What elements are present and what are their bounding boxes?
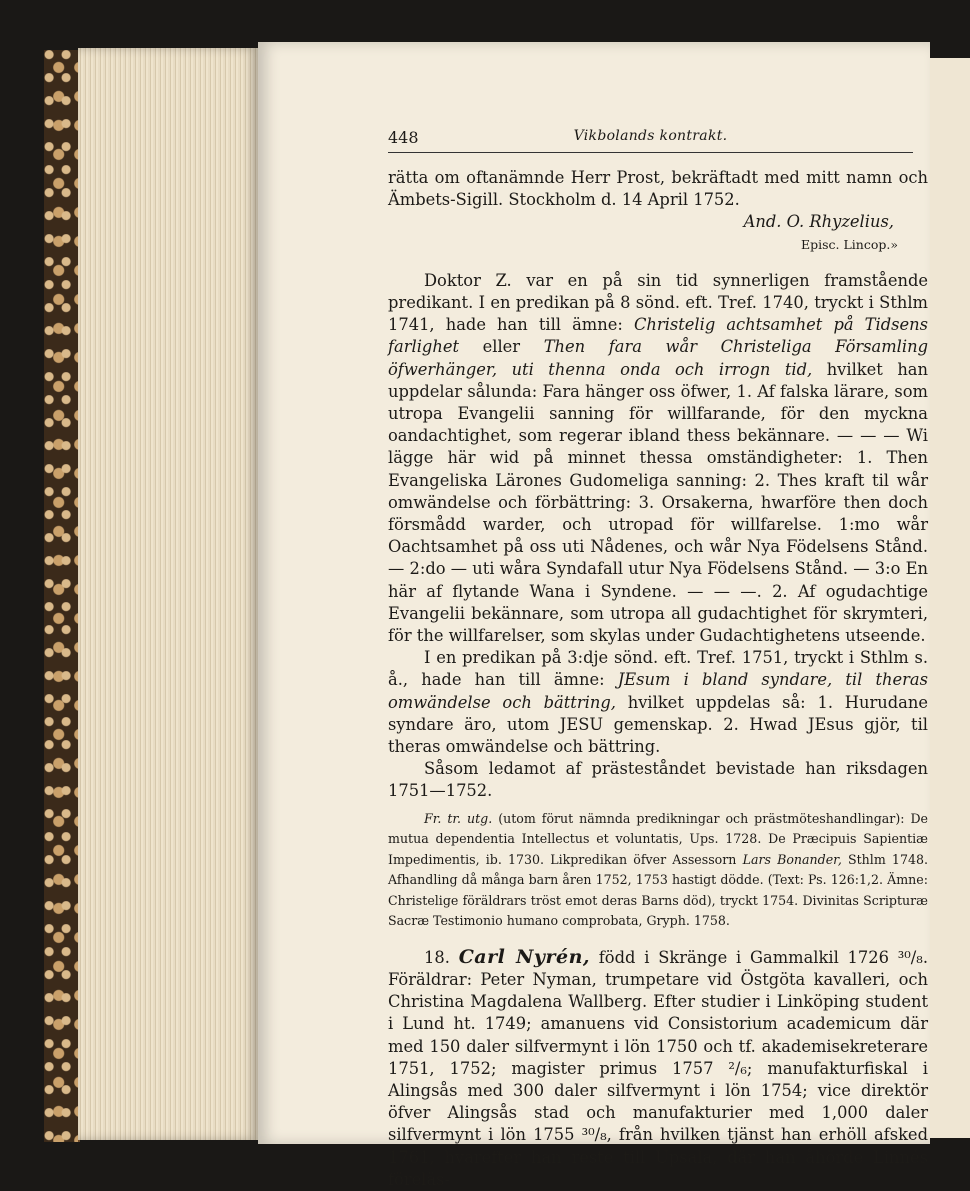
paragraph-carl-nyren: 18. Carl Nyrén, född i Skränge i Gammalkil 1726 ³⁰/₈. Föräldrar: Peter Nyman, trumpetare vid Östgöta kavalleri, och Christina Magdalena Wallberg. Efter studier i Linköping student i Lund ht. 1749; amanuens vid Consistorium academicum där med 150 daler silfvermynt i lön 1750 och tf. akademisekreterare 1751, 1752; magister primus 1757 ²/₆; manufakturfiskal i Alingsås med 300 daler silfvermynt i lön 1754; vice direktör öfver Alingsås stad och manufakturier med 1,000 daler silfvermynt i lön 1755 ³⁰/₈, från hvilken tjänst han erhöll afsked 1761, hvarefter han reste till Upsala, där han åhörde Linnés föreläs-	[388, 945, 928, 1189]
running-header	[388, 126, 913, 153]
book-page-edges	[78, 48, 258, 1140]
book-cover-marbled-edge	[44, 50, 80, 1142]
paragraph-riksdag: Såsom ledamot af prästeståndet bevistade han riksdagen 1751—1752.	[388, 759, 928, 801]
paragraph-doktor-z: Doktor Z. var en på sin tid synnerligen framstående predikant. I en predikan på 8 sönd. eft. Tref. 1740, tryckt i Sthlm 1741, hade han till ämne: Christelig achtsamhet på Tidsens farlighet eller Then fara wår Christeliga Församling öfwerhänger, uti thenna onda och irrogn tid, hvilket han uppdelar sålunda: Fara hänger oss öfwer, 1. Af falska lärare, som utropa Evangelii sanning för willfarande, för den myckna oandachtighet, som regerar ibland thess bekännare. — — — Wi lägge här wid på minnet thessa omständigheter: 1. Then Evangeliska Lärones Gudomeliga sanning: 2. Thes kraft til wår omwändelse och förbättring: 3. Orsakerna, hwarföre then doch försmådd warder, och utropad för willfarelse. 1:mo wår Oachtsamhet på oss uti Nådenes, och wår Nya Födelsens Stånd. — 2:do — uti wåra Syndafall utur Nya Födelsens Stånd. — 3:o En här af flytande Wana i Syndene. — — —. 2. Af ogudachtige Evangelii bekännare, som utropa all gudachtighet för skrymteri, för the willfarelser, som skylas under Gudachtighetens utseende.	[388, 270, 929, 646]
facing-page-edge	[928, 58, 970, 1138]
signature-name: And. O. Rhyzelius,	[743, 212, 894, 232]
paragraph-letter-end: rätta om oftanämnde Herr Prost, bekräftadt med mitt namn och Ämbets-Sigill. Stockholm d. 14 April 1752.	[388, 168, 928, 210]
signature-title: Episc. Lincop.»	[801, 236, 898, 252]
page-number: 448	[388, 128, 419, 147]
paragraph-predikan-1751: I en predikan på 3:dje sönd. eft. Tref. 1751, tryckt i Sthlm s. å., hade han till ämne: JEsum i bland syndare, til theras omwändelse och bättring, hvilket uppdelas så: 1. Hurudane syndare äro, utom JESU gemenskap. 2. Hwad JEsus gjör, til theras omwändelse och bättring.	[388, 648, 928, 757]
paragraph-bibliography: Fr. tr. utg. (utom förut nämnda predikningar och prästmöteshandlingar): De mutua dependentia Intellectus et voluntatis, Ups. 1728. De Præcipuis Sapientiæ Impedimentis, ib. 1730. Likpredikan öfver Assessorn Lars Bonander, Sthlm 1748. Afhandling då många barn åren 1752, 1753 hastigt dödde. (Text: Ps. 126:1,2. Ämne: Christelige föräldrars tröst emot deras Barns död), tryckt 1754. Divinitas Scripturæ Sacræ Testimonio humano comprobata, Gryph. 1758.	[388, 810, 928, 929]
book-page	[258, 42, 930, 1189]
page-body	[388, 167, 928, 1191]
running-title: Vikbolands kontrakt.	[573, 128, 728, 144]
